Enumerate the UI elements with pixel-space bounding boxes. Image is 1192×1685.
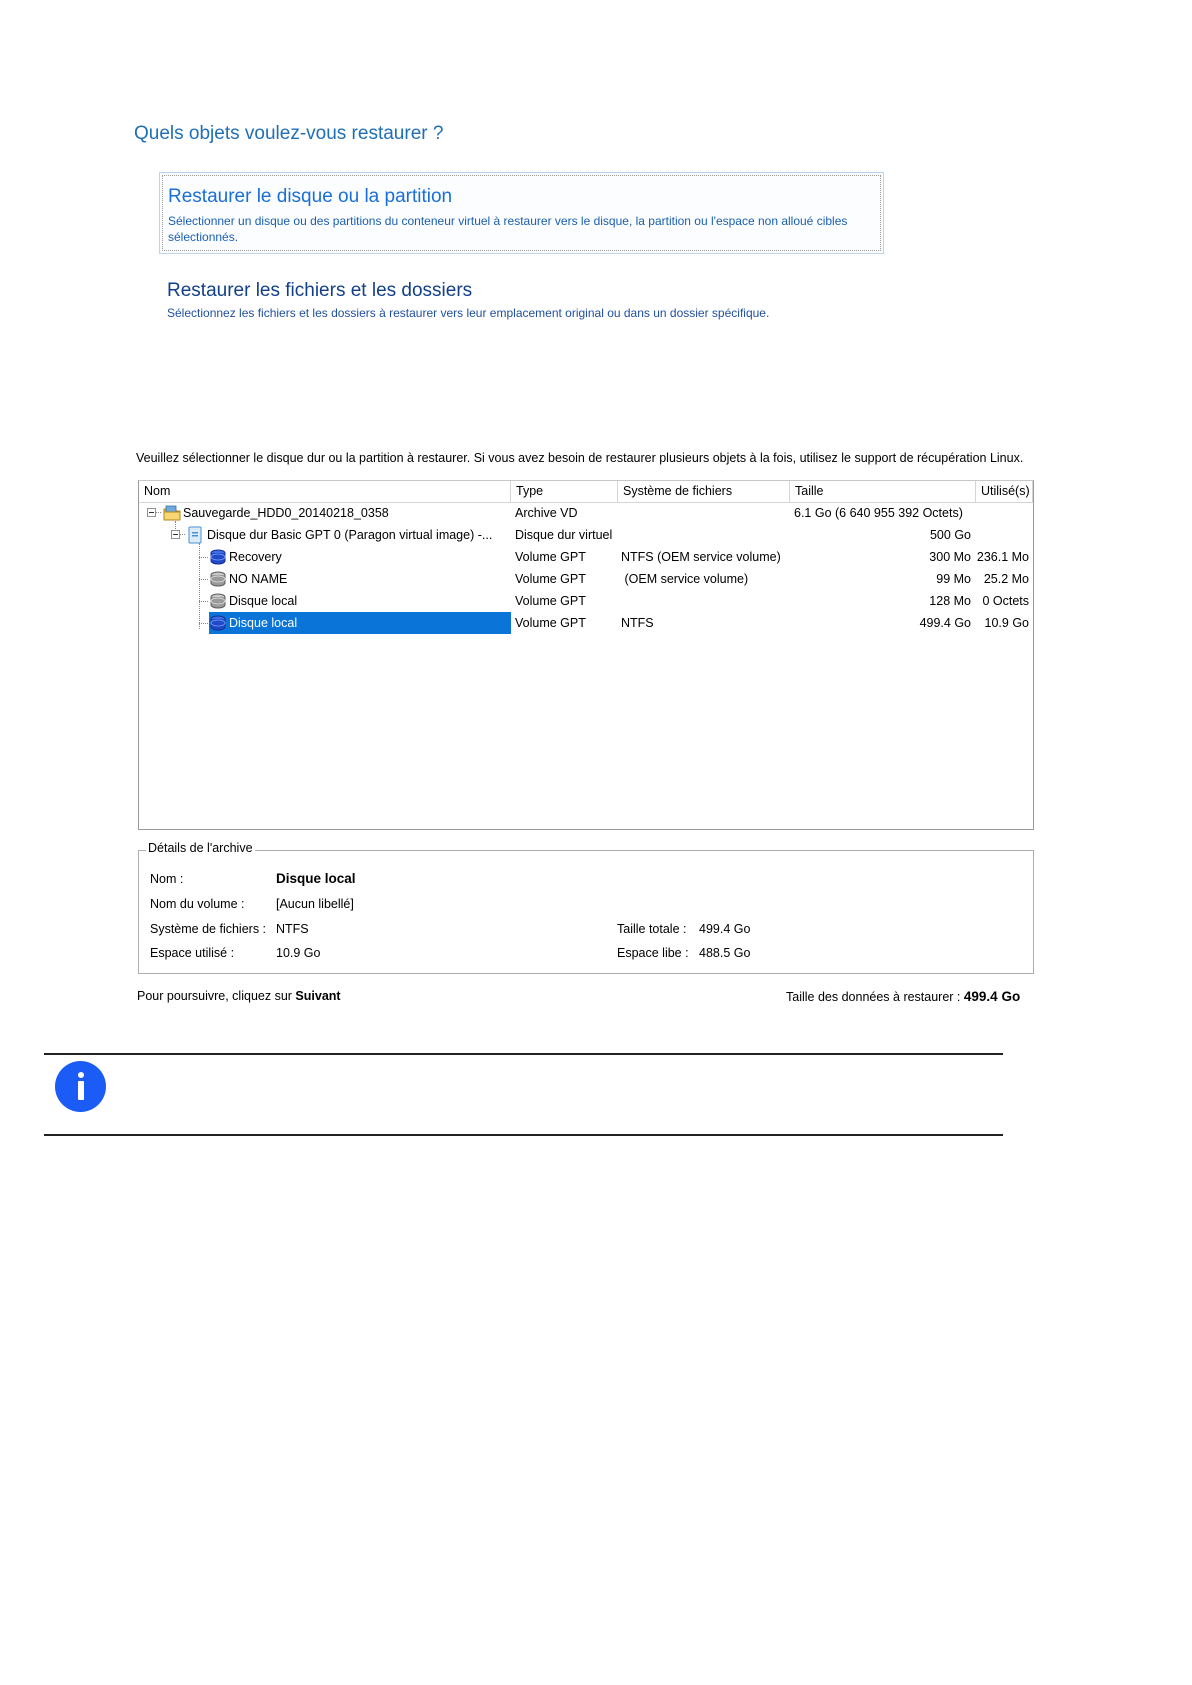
row-used: 0 Octets bbox=[982, 594, 1029, 608]
row-name: Disque dur Basic GPT 0 (Paragon virtual image) -... bbox=[207, 528, 493, 542]
table-row[interactable] bbox=[139, 568, 1033, 590]
volume-icon bbox=[209, 548, 227, 566]
row-type: Volume GPT bbox=[515, 550, 586, 564]
row-type: Archive VD bbox=[515, 506, 578, 520]
instruction-text: Veuillez sélectionner le disque dur ou la partition à restaurer. Si vous avez besoin de restaurer plusieurs objets à la fois, utilisez le support de récupération Linux. bbox=[136, 451, 1024, 465]
details-total-label: Taille totale : bbox=[617, 922, 687, 936]
row-used: 10.9 Go bbox=[984, 616, 1029, 630]
table-row[interactable] bbox=[139, 590, 1033, 612]
details-filesystem-value: NTFS bbox=[276, 922, 309, 936]
row-type: Volume GPT bbox=[515, 594, 586, 608]
column-header-type[interactable]: Type bbox=[511, 481, 618, 502]
restore-files-option-title: Restaurer les fichiers et les dossiers bbox=[167, 280, 473, 301]
collapse-icon[interactable] bbox=[147, 508, 156, 517]
column-header-used[interactable]: Utilisé(s) bbox=[976, 481, 1033, 502]
note-bottom-rule bbox=[44, 1134, 1003, 1136]
row-name: Sauvegarde_HDD0_20140218_0358 bbox=[183, 506, 389, 520]
details-volume-label: Nom du volume : bbox=[150, 897, 245, 911]
continue-hint-text: Pour poursuivre, cliquez sur bbox=[137, 989, 292, 1003]
volume-icon bbox=[209, 592, 227, 610]
row-type: Volume GPT bbox=[515, 572, 586, 586]
note-top-rule bbox=[44, 1053, 1003, 1055]
restore-size-label: Taille des données à restaurer : bbox=[786, 990, 961, 1004]
row-size: 6.1 Go (6 640 955 392 Octets) bbox=[794, 506, 963, 520]
archive-details-group bbox=[138, 850, 1034, 974]
restore-files-option-description: Sélectionnez les fichiers et les dossiers à restaurer vers leur emplacement original ou dans un dossier spécifique. bbox=[167, 306, 770, 320]
tree-connector bbox=[180, 534, 185, 535]
row-size: 300 Mo bbox=[929, 550, 971, 564]
disk-icon bbox=[187, 526, 203, 544]
continue-hint bbox=[137, 989, 341, 1003]
archive-details-title: Détails de l'archive bbox=[148, 841, 253, 855]
next-button-reference: Suivant bbox=[295, 989, 341, 1003]
details-name-label: Nom : bbox=[150, 872, 184, 886]
row-used bbox=[979, 502, 1029, 524]
row-size: 99 Mo bbox=[936, 572, 971, 586]
column-header-name[interactable]: Nom bbox=[139, 481, 511, 502]
column-header-size[interactable]: Taille bbox=[790, 481, 976, 502]
row-filesystem: NTFS (OEM service volume) bbox=[621, 550, 781, 564]
collapse-icon[interactable] bbox=[171, 530, 180, 539]
row-name: Disque local bbox=[229, 594, 298, 608]
restore-disk-option[interactable] bbox=[159, 172, 884, 254]
row-type: Disque dur virtuel bbox=[515, 528, 613, 542]
row-size: 499.4 Go bbox=[919, 616, 971, 630]
row-filesystem: NTFS bbox=[621, 616, 654, 630]
restore-size-value: 499.4 Go bbox=[963, 989, 1021, 1004]
info-icon bbox=[55, 1061, 106, 1112]
row-used: 25.2 Mo bbox=[983, 572, 1029, 586]
details-used-label: Espace utilisé : bbox=[150, 946, 235, 960]
details-filesystem-label: Système de fichiers : bbox=[150, 922, 267, 936]
volume-icon bbox=[209, 570, 227, 588]
volume-icon bbox=[209, 614, 227, 632]
row-used bbox=[979, 524, 1029, 546]
table-header bbox=[139, 481, 1033, 503]
table-row[interactable] bbox=[139, 546, 1033, 568]
table-row[interactable] bbox=[139, 502, 1033, 524]
details-free-value: 488.5 Go bbox=[699, 946, 751, 960]
restore-files-option[interactable] bbox=[159, 270, 882, 330]
archive-tree-table[interactable] bbox=[138, 480, 1034, 830]
row-name: NO NAME bbox=[229, 572, 288, 586]
details-name-value: Disque local bbox=[276, 871, 356, 886]
restore-size-summary bbox=[786, 989, 1020, 1004]
column-header-filesystem[interactable]: Système de fichiers bbox=[618, 481, 790, 502]
page-title: Quels objets voulez-vous restaurer ? bbox=[134, 123, 444, 144]
row-size: 500 Go bbox=[929, 528, 971, 542]
row-used: 236.1 Mo bbox=[976, 550, 1029, 564]
row-filesystem: (OEM service volume) bbox=[621, 572, 749, 586]
details-used-value: 10.9 Go bbox=[276, 946, 321, 960]
details-free-label: Espace libe : bbox=[617, 946, 689, 960]
restore-disk-option-title: Restaurer le disque ou la partition bbox=[168, 186, 453, 207]
row-type: Volume GPT bbox=[515, 616, 586, 630]
details-volume-value: [Aucun libellé] bbox=[276, 897, 354, 911]
row-name: Recovery bbox=[229, 550, 282, 564]
archive-folder-icon bbox=[163, 504, 181, 522]
restore-disk-option-description: Sélectionner un disque ou des partitions du conteneur virtuel à restaurer vers le disque, la partition ou l'espace non alloué cibles sélectionnés. bbox=[168, 214, 848, 244]
row-size: 128 Mo bbox=[929, 594, 971, 608]
table-row-selected[interactable] bbox=[139, 612, 1033, 634]
tree-connector bbox=[156, 512, 161, 513]
details-total-value: 499.4 Go bbox=[699, 922, 751, 936]
table-row[interactable] bbox=[139, 524, 1033, 546]
row-name: Disque local bbox=[229, 616, 298, 630]
